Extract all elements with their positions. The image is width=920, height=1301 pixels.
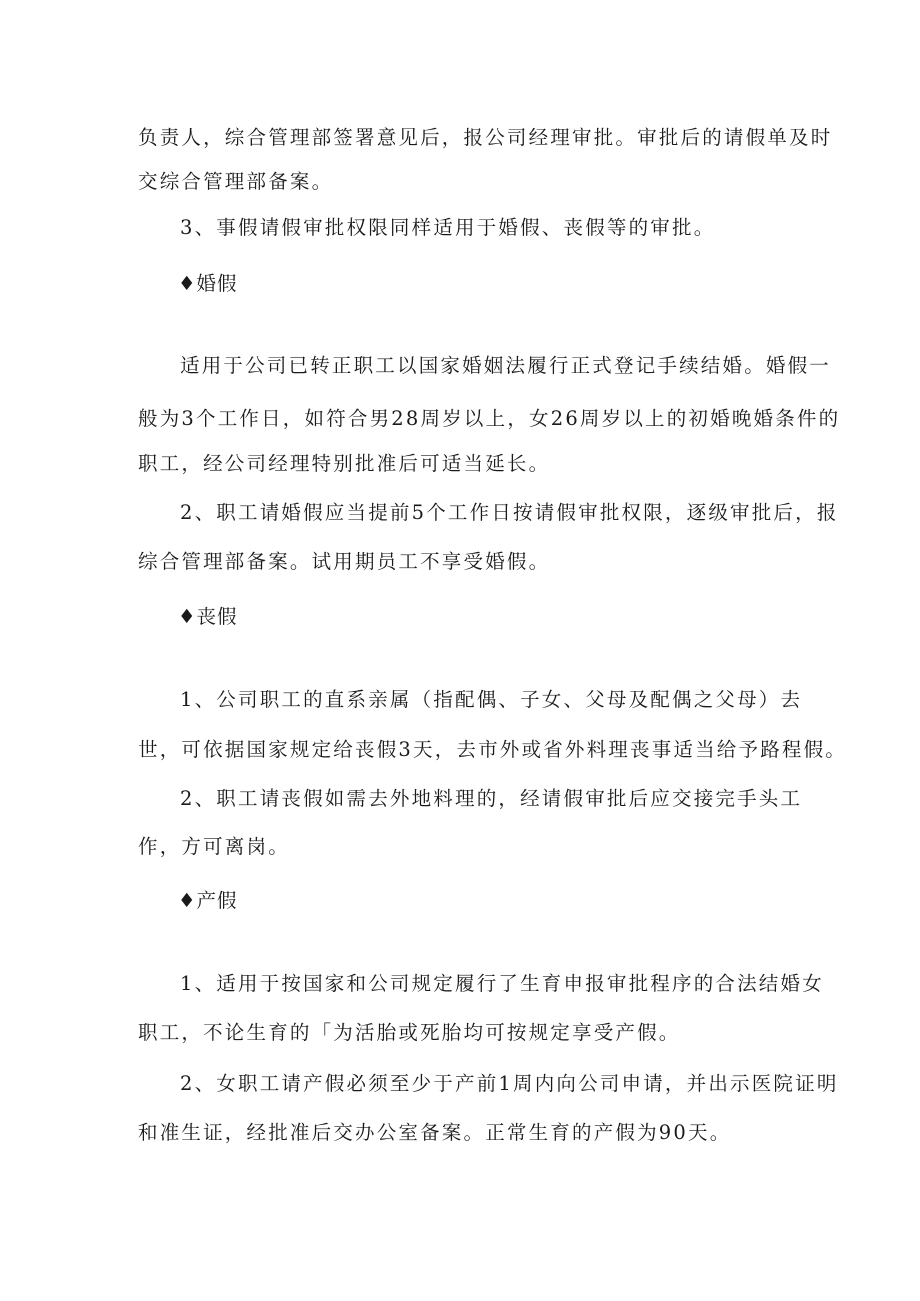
paragraph-line: 职工，不论生育的「为活胎或死胎均可按规定享受产假。	[138, 1021, 681, 1044]
paragraph-line: 综合管理部备案。试用期员工不享受婚假。	[138, 550, 551, 573]
paragraph-line: 1、公司职工的直系亲属（指配偶、子女、父母及配偶之父母）去	[180, 688, 803, 711]
paragraph-line: 交综合管理部备案。	[138, 170, 334, 193]
section-heading-bereavement-leave: ♦丧假	[178, 605, 238, 628]
paragraph-line: 负责人，综合管理部签署意见后，报公司经理审批。审批后的请假单及时	[138, 126, 833, 149]
paragraph-line: 般为3个工作日，如符合男28周岁以上，女26周岁以上的初婚晚婚条件的	[138, 407, 841, 430]
paragraph-line: 和准生证，经批准后交办公室备案。正常生育的产假为90天。	[138, 1121, 732, 1144]
paragraph-line: 世，可依据国家规定给丧假3天，去市外或省外料理丧事适当给予路程假。	[138, 738, 848, 761]
section-heading-marriage-leave: ♦婚假	[178, 272, 238, 295]
paragraph-line: 2、女职工请产假必须至少于产前1周内向公司申请，并出示医院证明	[180, 1072, 839, 1095]
paragraph-line: 2、职工请丧假如需去外地料理的，经请假审批后应交接完手头工	[180, 787, 803, 810]
paragraph-line: 3、事假请假审批权限同样适用于婚假、丧假等的审批。	[180, 216, 716, 239]
paragraph-line: 适用于公司已转正职工以国家婚姻法履行正式登记手续结婚。婚假一	[180, 354, 832, 377]
paragraph-line: 1、适用于按国家和公司规定履行了生育申报审批程序的合法结婚女	[180, 972, 824, 995]
paragraph-line: 职工，经公司经理特别批准后可适当延长。	[138, 452, 551, 475]
paragraph-line: 作，方可离岗。	[138, 835, 290, 858]
section-heading-maternity-leave: ♦产假	[178, 889, 238, 912]
paragraph-line: 2、职工请婚假应当提前5个工作日按请假审批权限，逐级审批后，报	[180, 501, 839, 524]
